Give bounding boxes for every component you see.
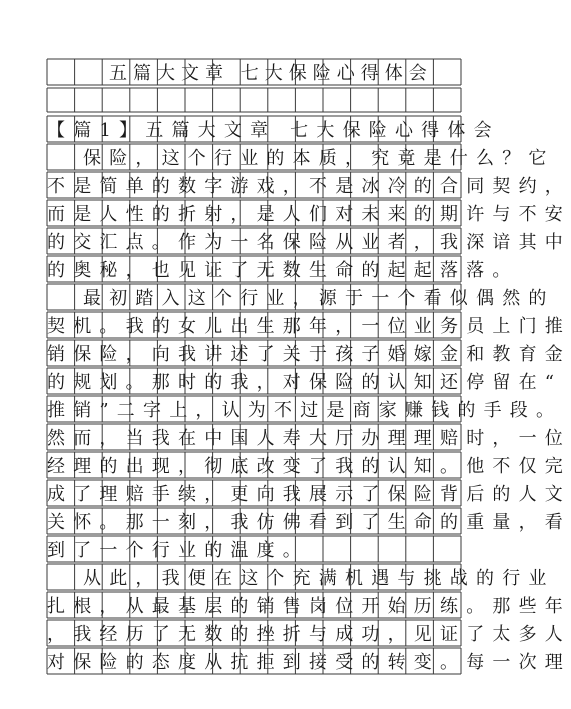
text-line: 而是人性的折射，是人们对未来的期许与不安 <box>47 204 571 225</box>
text-line: 最初踏入这个行业，源于一个看似偶然的 <box>83 288 555 309</box>
text-line: 的交汇点。作为一名保险从业者，我深谙其中 <box>47 232 571 253</box>
text-line: 不是简单的数字游戏，不是冰冷的合同契约， <box>47 176 571 197</box>
text-line: 然而，当我在中国人寿大厅办理理赔时，一位 <box>47 428 571 449</box>
text-line: 成了理赔手续，更向我展示了保险背后的人文 <box>47 484 571 505</box>
text-line: 扎根，从最基层的销售岗位开始历练。那些年 <box>47 596 571 617</box>
text-line: 销保险，向我讲述了关于孩子婚嫁金和教育金 <box>47 344 571 365</box>
text-line: ，我经历了无数的挫折与成功，见证了太多人 <box>47 624 571 645</box>
text-line: 契机。我的女儿出生那年，一位业务员上门推 <box>47 316 571 337</box>
text-line: 推销”二字上，认为不过是商家赚钱的手段。 <box>47 400 563 421</box>
text-line: 经理的出现，彻底改变了我的认知。他不仅完 <box>47 456 571 477</box>
text-line: 对保险的态度从抗拒到接受的转变。每一次理 <box>47 652 571 673</box>
text-line: 的规划。那时的我，对保险的认知还停留在“ <box>47 372 563 393</box>
text-line: 的奥秘，也见证了无数生命的起起落落。 <box>47 260 519 281</box>
text-line: 从此，我便在这个充满机遇与挑战的行业 <box>83 568 555 589</box>
text-line: 保险，这个行业的本质，究竟是什么？它 <box>83 148 555 169</box>
article-heading: 【篇1】五篇大文章 七大保险心得体会 <box>47 120 500 141</box>
text-line: 到了一个行业的温度。 <box>47 540 309 561</box>
text-line: 关怀。那一刻，我仿佛看到了生命的重量，看 <box>47 512 571 533</box>
essay-heading: 五篇大文章 七大保险心得体会 <box>109 63 433 84</box>
